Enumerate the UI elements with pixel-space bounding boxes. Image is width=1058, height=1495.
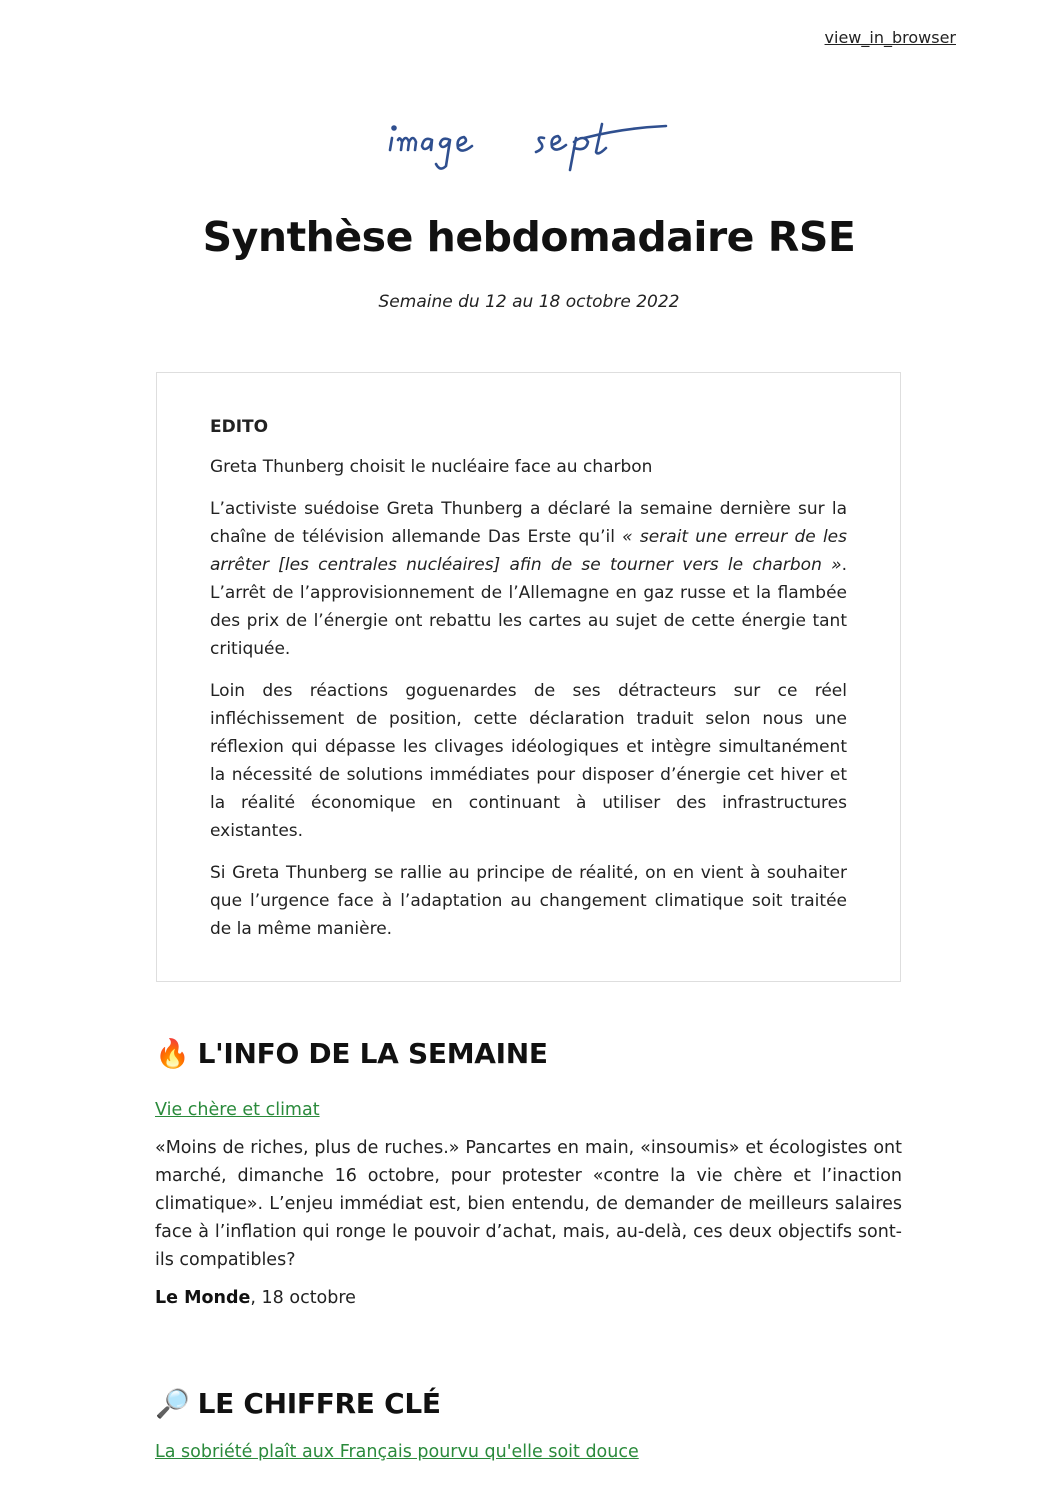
fire-icon: 🔥 — [155, 1037, 190, 1070]
view-in-browser-link[interactable]: view_in_browser — [824, 28, 956, 47]
edito-paragraph-1 — [210, 495, 847, 663]
edito-box — [156, 372, 901, 982]
edito-p1-after: . L’arrêt de l’approvisionnement de l’Allemagne en gaz russe et la flambée des prix de l’énergie ont rebattu les cartes au sujet de cette énergie tant critiquée. — [210, 555, 847, 659]
article-link-vie-chere[interactable]: Vie chère et climat — [155, 1100, 320, 1120]
edito-paragraph-3: Si Greta Thunberg se rallie au principe de réalité, on en vient à souhaiter que l’urgence face à l’adaptation au changement climatique soit traitée de la même manière. — [210, 863, 847, 939]
source-name: Le Monde — [155, 1288, 251, 1308]
chiffre-cle-section — [155, 1387, 902, 1466]
edito-content — [210, 413, 847, 957]
edito-p1-before: L’activiste suédoise Greta Thunberg a déclaré la semaine dernière sur la chaîne de télévision allemande Das Erste qu’il — [210, 499, 847, 547]
info-semaine-heading — [155, 1037, 902, 1070]
article-link-sobriete[interactable]: La sobriété plaît aux Français pourvu qu'elle soit douce — [155, 1442, 639, 1462]
edito-paragraph-2: Loin des réactions goguenardes de ses détracteurs sur ce réel infléchissement de position, cette déclaration traduit selon nous une réflexion qui dépasse les clivages idéologiques et intègre simultanément la nécessité de solutions immédiates pour disposer d’énergie cet hiver et la réalité économique en continuant à utiliser des infrastructures existantes. — [210, 681, 847, 841]
source-date: , 18 octobre — [250, 1288, 356, 1308]
edito-label: EDITO — [210, 417, 269, 437]
chiffre-cle-heading — [155, 1387, 902, 1420]
chiffre-cle-title: LE CHIFFRE CLÉ — [197, 1387, 441, 1420]
info-semaine-title: L'INFO DE LA SEMAINE — [197, 1037, 548, 1070]
info-semaine-section — [155, 1037, 902, 1312]
week-subtitle: Semaine du 12 au 18 octobre 2022 — [378, 292, 680, 312]
magnifier-icon: 🔎 — [155, 1387, 190, 1420]
page-title: Synthèse hebdomadaire RSE — [202, 213, 856, 261]
info-semaine-body: «Moins de riches, plus de ruches.» Pancartes en main, «insoumis» et écologistes ont marché, dimanche 16 octobre, pour protester «contre la vie chère et l’inaction climatique». L’enjeu immédiat est, bien entendu, de demander de meilleurs salaires face à l’inflation qui ronge le pouvoir d’achat, mais, au-delà, ces deux objectifs sont-ils compatibles? — [155, 1138, 902, 1270]
edito-p1-quote: « serait une erreur de les arrêter [les centrales nucléaires] afin de se tourner vers le charbon » — [210, 527, 847, 575]
edito-headline: Greta Thunberg choisit le nucléaire face au charbon — [210, 457, 653, 477]
info-semaine-source — [155, 1284, 902, 1312]
image-sept-logo — [384, 108, 674, 178]
